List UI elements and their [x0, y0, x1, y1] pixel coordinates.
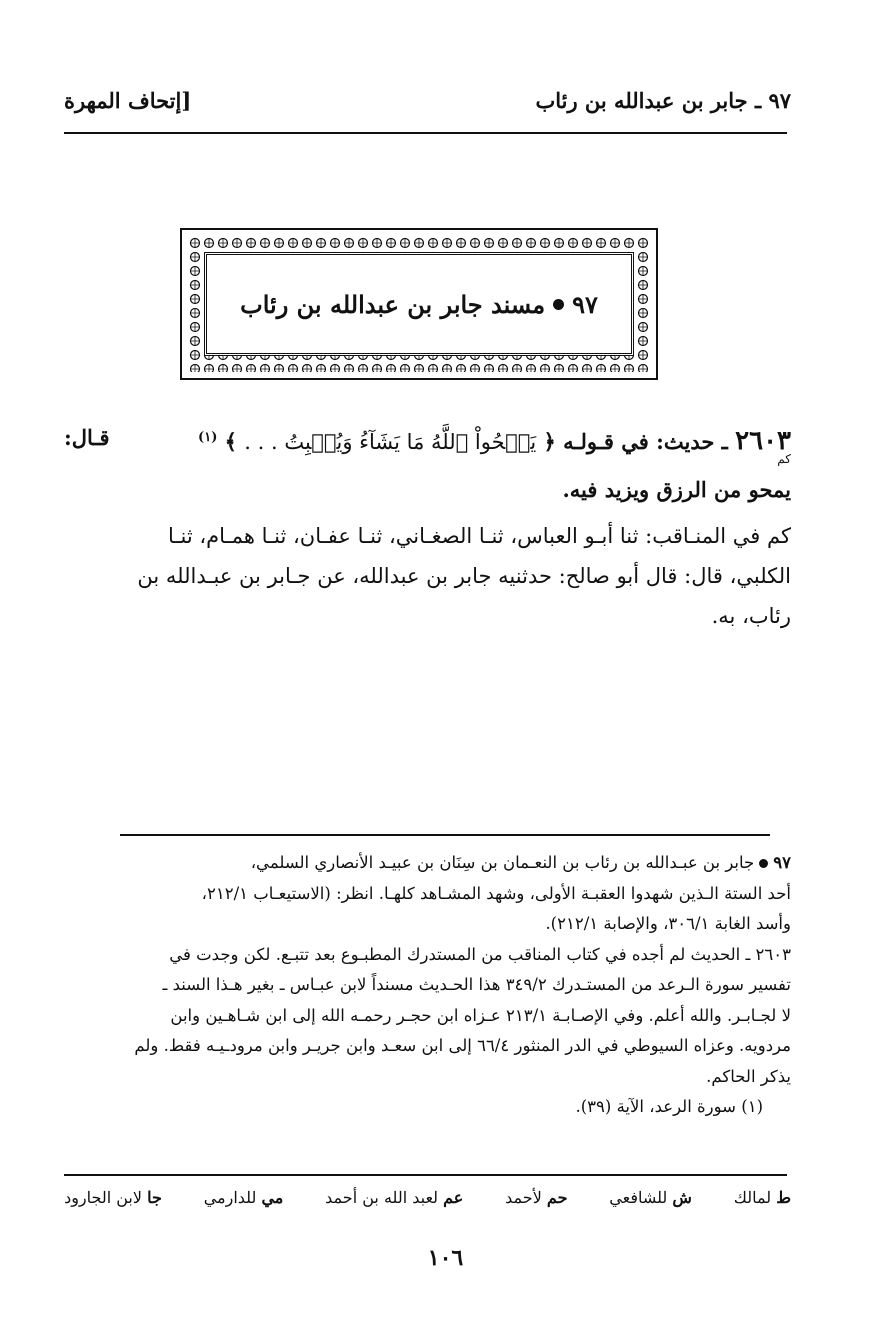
source-code-mark: كم — [777, 452, 791, 466]
isnad-line: رئاب، به. — [711, 604, 791, 628]
ornamental-frame — [180, 228, 658, 380]
abbreviation-item: مي للدارمي — [203, 1188, 284, 1207]
abbreviation-divider — [64, 1174, 787, 1176]
abbreviation-item: ط لمالك — [733, 1188, 791, 1207]
note-line: يذكر الحاكم. — [706, 1066, 791, 1086]
abbreviation-item: حم لأحمد — [505, 1188, 568, 1207]
bullet-dot-icon — [759, 859, 768, 868]
isnad-paragraph — [64, 516, 791, 636]
footnote-ref: (١) — [198, 430, 218, 445]
bio-line — [64, 848, 791, 879]
quran-verse: يَمۡحُواْ ٱللَّهُ مَا يَشَآءُ وَيُثۡبِتُ . . . — [244, 430, 537, 454]
abbreviation-item: ش للشافعي — [609, 1188, 692, 1207]
footnotes-block — [64, 848, 791, 1123]
note-line: لا لجـابـر. والله أعلم. وفي الإصـابـة ٢١٣/١ عـزاه ابن حجـر رحمـه الله إلى ابن شـاهـين وابن — [170, 1005, 791, 1025]
note-line: ٢٦٠٣ ـ الحديث لم أجده في كتاب المناقب من المستدرك المطبـوع بعد تتبـع. لكن وجدت في — [169, 944, 791, 964]
musnad-title: مسند جابر بن عبدالله بن رئاب — [240, 289, 546, 319]
hadith-heading-line — [64, 418, 791, 462]
bio-number: ٩٧ — [773, 853, 791, 872]
quran-close-bracket: ﴾ — [224, 429, 237, 454]
abbreviation-item: جا لابن الجارود — [64, 1188, 162, 1207]
header-divider — [64, 132, 787, 134]
running-header-book: [إتحاف المهرة — [64, 88, 192, 113]
quran-open-bracket: ﴿ — [543, 429, 556, 454]
frame-title-box — [204, 252, 634, 356]
running-header-section: ٩٧ ـ جابر بن عبدالله بن رئاب — [535, 88, 791, 113]
hadith-intro: ـ حديث: في قـولـه — [563, 429, 728, 454]
isnad-line: كم في المنـاقب: ثنا أبـو العباس، ثنـا الصغـاني، ثنـا عفـان، ثنـا همـام، ثنـا — [167, 524, 791, 548]
qala-label: قـال: — [64, 425, 110, 450]
bio-line: وأسد الغابة ٣٠٦/١، والإصابة ٢١٢/١). — [545, 914, 791, 933]
bullet-dot-icon — [553, 299, 564, 310]
isnad-line: الكلبي، قال: قال أبو صالح: حدثنيه جابر بن عبدالله، عن جـابر بن عبـدالله بن — [137, 564, 791, 588]
abbreviation-item: عم لعبد الله بن أحمد — [325, 1188, 464, 1207]
bio-text: جابر بن عبـدالله بن رئاب بن النعـمان بن سِنَان بن عبيـد الأنصاري السلمي، — [250, 853, 755, 872]
verse-reference: (١) سورة الرعد، الآية (٣٩). — [575, 1097, 763, 1116]
hadith-statement: يمحو من الرزق ويزيد فيه. — [562, 477, 791, 502]
abbreviation-key — [64, 1188, 791, 1207]
musnad-number: ٩٧ — [572, 289, 598, 319]
footnote-divider — [120, 834, 770, 836]
bio-line: أحد الستة الـذين شهدوا العقبـة الأولى، وشهد المشـاهد كلهـا. انظر: (الاستيعـاب ٢١٢/١، — [201, 883, 791, 903]
page-number: ١٠٦ — [427, 1245, 464, 1271]
note-line: مردويه. وعزاه السيوطي في الدر المنثور ٦٦/٤ إلى ابن سعـد وابن جريـر وابن مرودـيـه فقط. ولم — [134, 1036, 791, 1055]
hadith-number: ٢٦٠٣ — [735, 426, 791, 456]
note-line: تفسير سورة الـرعد من المستـدرك ٣٤٩/٢ هذا الحـديث مسنداً لابن عبـاس ـ بغير هـذا السند ـ — [162, 975, 791, 994]
